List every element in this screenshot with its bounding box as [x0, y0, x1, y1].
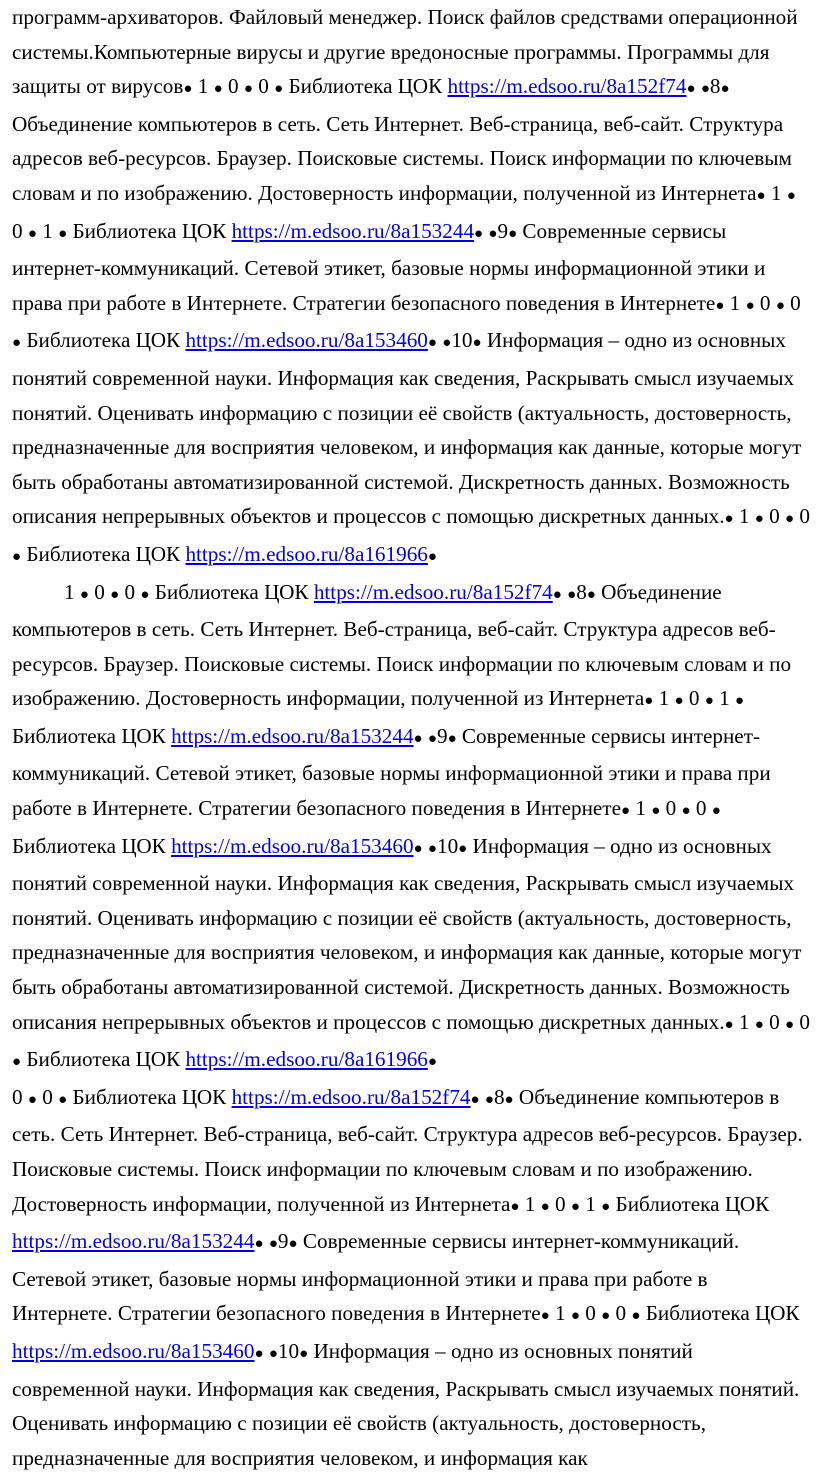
bullet-icon: ● [754, 511, 764, 528]
bullet-icon: ● [644, 693, 654, 710]
text-run: 1 [733, 1009, 755, 1034]
bullet-icon: ● [488, 225, 498, 242]
library-link[interactable]: https://m.edsoo.ru/8a153244 [231, 218, 475, 243]
text-run: программ-архиваторов. Файловый менеджер. Поиск файлов средствами операционной системы.Компьютерные вирусы и другие вредоносные программы. Программы для защиты от вирусов [12, 5, 798, 99]
text-run: Библиотека ЦОК [12, 723, 172, 748]
text-run: 0 [763, 1009, 786, 1034]
text-run: 0 [252, 74, 275, 99]
bullet-icon: ● [700, 81, 710, 98]
bullet-icon: ● [720, 81, 730, 98]
library-link[interactable]: https://m.edsoo.ru/8a152f74 [313, 579, 553, 604]
text-run: 1 [713, 686, 735, 711]
bullet-icon: ● [715, 297, 725, 314]
text-run: Библиотека ЦОК [21, 541, 186, 566]
text-run: 0 [222, 74, 244, 99]
bullet-icon: ● [508, 225, 518, 242]
bullet-icon: ● [775, 297, 785, 314]
text-run: Библиотека ЦОК [610, 1191, 770, 1216]
bullet-icon: ● [458, 840, 468, 857]
text-run: 0 [12, 1084, 28, 1109]
text-run: 1 [724, 290, 746, 315]
bullet-icon: ● [586, 586, 596, 603]
text-run: Объединение компьютеров в сеть. Сеть Интернет. Веб-страница, веб-сайт. Структура адресов веб-ресурсов. Браузер. Поисковые системы. Поиск информации по ключевым словам и по изображению. Достоверность информации, полученной из Интернета [12, 111, 792, 205]
bullet-icon: ● [756, 187, 766, 204]
text-run: 9 [497, 218, 509, 243]
bullet-icon: ● [427, 1054, 437, 1071]
text-run: 0 [690, 796, 712, 821]
bullet-icon: ● [786, 187, 796, 204]
text-run: Объединение компьютеров в сеть. Сеть Интернет. Веб-страница, веб-сайт. Структура адресов веб-ресурсов. Браузер. Поисковые системы. Поиск информации по ключевым словам и по изображению. Достоверность информации, полученной из Интернета [12, 1084, 803, 1216]
text-run: 0 [784, 290, 801, 315]
bullet-icon: ● [299, 1345, 309, 1362]
bullet-icon: ● [447, 730, 457, 747]
bullet-icon: ● [704, 693, 714, 710]
bullet-icon: ● [601, 1308, 611, 1325]
bullet-icon: ● [12, 548, 22, 565]
library-link[interactable]: https://m.edsoo.ru/8a161966 [185, 1047, 428, 1072]
text-run: 0 [660, 796, 682, 821]
text-run: 8 [709, 74, 721, 99]
text-run: 1 [579, 1191, 602, 1216]
paragraph-1 [12, 0, 810, 575]
bullet-icon: ● [243, 81, 253, 98]
bullet-icon: ● [27, 1091, 37, 1108]
bullet-icon: ● [631, 1308, 641, 1325]
library-link[interactable]: https://m.edsoo.ru/8a161966 [185, 541, 428, 566]
bullet-icon: ● [785, 1016, 795, 1033]
text-run: 10 [436, 833, 459, 858]
bullet-icon: ● [484, 1091, 494, 1108]
bullet-icon: ● [540, 1308, 550, 1325]
text-run: 1 [192, 74, 214, 99]
text-run: Современные сервисы интернет-коммуникаций. Сетевой этикет, базовые нормы информационной этики и права при работе в Интернете. Стратегии безопасного поведения в Интернете [12, 1229, 740, 1326]
library-link[interactable]: https://m.edsoo.ru/8a152f74 [231, 1084, 471, 1109]
text-run: Информация – одно из основных понятий современной науки. Информация как сведения, Раскрывать смысл изучаемых понятий. Оценивать информацию с позиции её свойств (актуальность, достоверность, предназначенные для восприятия человеком, и информация как данные, которые могут быть обработаны автоматизированной системой. Дискретность данных. Возможность описания непрерывных объектов и процессов с помощью дискретных данных. [12, 833, 802, 1034]
bullet-icon: ● [427, 730, 437, 747]
text-run: Объединение компьютеров в сеть. Сеть Интернет. Веб-страница, веб-сайт. Структура адресов веб-ресурсов. Браузер. Поисковые системы. Поиск информации по ключевым словам и по изображению. Достоверность информации, полученной из Интернета [12, 579, 792, 711]
bullet-icon: ● [58, 1091, 68, 1108]
bullet-icon: ● [552, 586, 562, 603]
text-run: 8 [493, 1084, 505, 1109]
bullet-icon: ● [540, 1198, 550, 1215]
text-run: Библиотека ЦОК [21, 1047, 186, 1072]
bullet-icon: ● [140, 586, 150, 603]
text-run: 0 [610, 1301, 632, 1326]
text-run: 1 [549, 1301, 571, 1326]
bullet-icon: ● [254, 1236, 264, 1253]
bullet-icon: ● [442, 335, 452, 352]
bullet-icon: ● [470, 1091, 480, 1108]
bullet-icon: ● [213, 81, 223, 98]
text-run: 1 [765, 180, 787, 205]
bullet-icon: ● [288, 1236, 298, 1253]
bullet-icon: ● [686, 81, 696, 98]
bullet-icon: ● [268, 1236, 278, 1253]
text-run: 0 [12, 218, 28, 243]
bullet-icon: ● [567, 586, 577, 603]
text-run: 0 [763, 504, 786, 529]
bullet-icon: ● [274, 81, 284, 98]
bullet-icon: ● [724, 511, 734, 528]
bullet-icon: ● [734, 693, 745, 710]
bullet-icon: ● [110, 586, 120, 603]
bullet-icon: ● [183, 81, 193, 98]
library-link[interactable]: https://m.edsoo.ru/8a152f74 [447, 74, 687, 99]
bullet-icon: ● [12, 335, 22, 352]
bullet-icon: ● [27, 225, 37, 242]
bullet-icon: ● [724, 1016, 734, 1033]
text-run: Библиотека ЦОК [149, 579, 314, 604]
text-run: Библиотека ЦОК [67, 1084, 232, 1109]
text-run: Библиотека ЦОК [67, 218, 232, 243]
text-run: Современные сервисы интернет-коммуникаций. Сетевой этикет, базовые нормы информационной этики и права при работе в Интернете. Стратегии безопасного поведения в Интернете [12, 723, 771, 821]
bullet-icon: ● [745, 297, 755, 314]
text-run: 8 [576, 579, 587, 604]
bullet-icon: ● [601, 1198, 611, 1215]
text-run: 0 [119, 579, 141, 604]
text-run: 1 [630, 796, 652, 821]
bullet-icon: ● [427, 840, 437, 857]
text-run: 1 [36, 218, 59, 243]
bullet-icon: ● [785, 511, 795, 528]
paragraph-3 [12, 1080, 810, 1475]
bullet-icon: ● [711, 803, 721, 820]
text-run: 10 [277, 1338, 300, 1363]
bullet-icon: ● [681, 803, 691, 820]
bullet-icon: ● [427, 548, 437, 565]
text-run: 0 [794, 1009, 810, 1034]
text-run: 0 [36, 1084, 59, 1109]
bullet-icon: ● [472, 335, 482, 352]
bullet-icon: ● [427, 335, 437, 352]
library-link[interactable]: https://m.edsoo.ru/8a153244 [171, 723, 414, 748]
text-run: Библиотека ЦОК [640, 1301, 800, 1326]
bullet-icon: ● [570, 1308, 580, 1325]
bullet-icon: ● [570, 1198, 580, 1215]
bullet-icon: ● [504, 1091, 514, 1108]
bullet-icon: ● [754, 1016, 764, 1033]
text-run: 0 [794, 504, 810, 529]
bullet-icon: ● [268, 1345, 278, 1362]
bullet-icon: ● [651, 803, 661, 820]
bullet-icon: ● [474, 225, 484, 242]
text-run: 0 [88, 579, 111, 604]
text-run: 9 [436, 723, 448, 748]
text-run: Информация – одно из основных понятий современной науки. Информация как сведения, Раскрывать смысл изучаемых понятий. Оценивать информацию с позиции её свойств (актуальность, достоверность, предназначенные для восприятия человеком, и информация как данные, которые могут быть обработаны автоматизированной системой. Дискретность данных. Возможность описания непрерывных объектов и процессов с помощью дискретных данных. [12, 328, 802, 529]
bullet-icon: ● [620, 803, 631, 820]
text-run: 0 [754, 290, 776, 315]
bullet-icon: ● [254, 1345, 264, 1362]
text-run: 0 [579, 1301, 602, 1326]
text-run: 1 [519, 1191, 541, 1216]
text-run: 9 [277, 1229, 289, 1254]
text-run: Библиотека ЦОК [21, 328, 186, 353]
text-run: 1 [653, 686, 675, 711]
paragraph-2 [12, 575, 810, 1080]
text-run: 10 [451, 328, 473, 353]
library-link[interactable]: https://m.edsoo.ru/8a153460 [12, 1338, 255, 1363]
text-run: Современные сервисы интернет-коммуникаций. Сетевой этикет, базовые нормы информационной этики и права при работе в Интернете. Стратегии безопасного поведения в Интернете [12, 218, 766, 315]
bullet-icon: ● [413, 840, 423, 857]
library-link[interactable]: https://m.edsoo.ru/8a153244 [12, 1229, 255, 1254]
library-link[interactable]: https://m.edsoo.ru/8a153460 [171, 833, 414, 858]
bullet-icon: ● [58, 225, 68, 242]
text-run: 0 [549, 1191, 571, 1216]
bullet-icon: ● [79, 586, 89, 603]
text-run: 0 [683, 686, 705, 711]
text-run: 1 [64, 579, 80, 604]
text-run: Библиотека ЦОК [12, 833, 172, 858]
library-link[interactable]: https://m.edsoo.ru/8a153460 [185, 328, 428, 353]
bullet-icon: ● [510, 1198, 520, 1215]
bullet-icon: ● [12, 1054, 22, 1071]
bullet-icon: ● [674, 693, 684, 710]
text-run: Библиотека ЦОК [283, 74, 448, 99]
bullet-icon: ● [413, 730, 423, 747]
text-run: Информация – одно из основных понятий современной науки. Информация как сведения, Раскрывать смысл изучаемых понятий. Оценивать информацию с позиции её свойств (актуальность, достоверность, предназначенные для восприятия человеком, и информация как [12, 1338, 800, 1470]
text-run: 1 [733, 504, 755, 529]
